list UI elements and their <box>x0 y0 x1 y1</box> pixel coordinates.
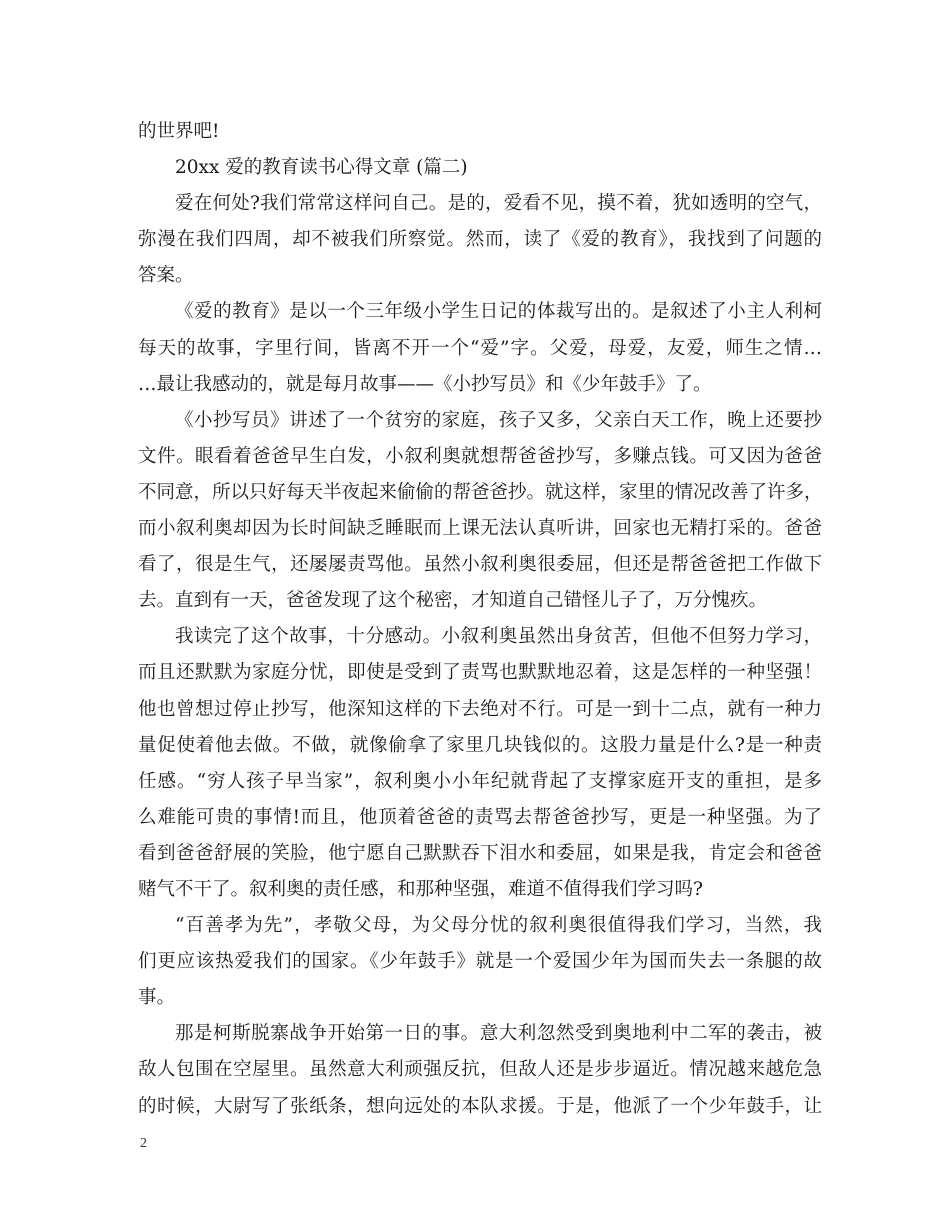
page-number: 2 <box>140 1136 147 1151</box>
text-line: 么难能可贵的事情!而且，他顶着爸爸的责骂去帮爸爸抄写，更是一种坚强。为了 <box>138 806 822 828</box>
text-line: 事。 <box>138 987 176 1009</box>
text-line: 看了，很是生气，还屡屡责骂他。虽然小叙利奥很委屈，但还是帮爸爸把工作做下 <box>138 554 822 576</box>
text-line: 赌气不干了。叙利奥的责任感，和那种坚强，难道不值得我们学习吗? <box>138 878 703 900</box>
text-line: 而且还默默为家庭分忧，即使是受到了责骂也默默地忍着，这是怎样的一种坚强！ <box>138 662 822 684</box>
document-body <box>138 114 822 1125</box>
text-line: 《爱的教育》是以一个三年级小学生日记的体裁写出的。是叙述了小主人利柯 <box>175 301 822 323</box>
text-line: 答案。 <box>138 265 194 287</box>
text-line: 量促使着他去做。不做，就像偷拿了家里几块钱似的。这股力量是什么?是一种责 <box>138 734 822 756</box>
text-line: 弥漫在我们四周，却不被我们所察觉。然而，读了《爱的教育》，我找到了问题的 <box>138 229 822 251</box>
text-line: 《小抄写员》讲述了一个贫穷的家庭，孩子又多，父亲白天工作，晚上还要抄 <box>175 409 822 431</box>
text-line: 而小叙利奥却因为长时间缺乏睡眠而上课无法认真听讲，回家也无精打采的。爸爸 <box>138 518 822 540</box>
text-line: 去。直到有一天，爸爸发现了这个秘密，才知道自己错怪儿子了，万分愧疚。 <box>138 590 768 612</box>
text-line: 他也曾想过停止抄写，他深知这样的下去绝对不行。可是一到十二点，就有一种力 <box>138 698 822 720</box>
text-line: 20xx 爱的教育读书心得文章 (篇二) <box>175 157 468 179</box>
text-line: 文件。眼看着爸爸早生白发，小叙利奥就想帮爸爸抄写，多赚点钱。可又因为爸爸 <box>138 445 822 467</box>
text-line: 看到爸爸舒展的笑脸，他宁愿自己默默吞下泪水和委屈，如果是我，肯定会和爸爸 <box>138 842 822 864</box>
text-line: 我读完了这个故事，十分感动。小叙利奥虽然出身贫苦，但他不但努力学习， <box>175 626 822 648</box>
text-line: 的时候，大尉写了张纸条，想向远处的本队求援。于是，他派了一个少年鼓手，让 <box>138 1095 822 1117</box>
text-line: 任感。“穷人孩子早当家”，叙利奥小小年纪就背起了支撑家庭开支的重担，是多 <box>138 770 822 792</box>
text-line: 不同意，所以只好每天半夜起来偷偷的帮爸爸抄。就这样，家里的情况改善了许多， <box>138 481 823 503</box>
text-line: “百善孝为先”，孝敬父母，为父母分忧的叙利奥很值得我们学习，当然，我 <box>175 915 822 937</box>
text-line: 的世界吧! <box>138 121 220 142</box>
text-line: …最让我感动的，就是每月故事——《小抄写员》和《少年鼓手》了。 <box>138 373 712 395</box>
text-line: 每天的故事，字里行间，皆离不开一个“爱”字。父爱，母爱，友爱，师生之情… <box>138 337 822 359</box>
text-line: 们更应该热爱我们的国家。《少年鼓手》就是一个爱国少年为国而失去一条腿的故 <box>138 951 822 973</box>
text-line: 那是柯斯脱寨战争开始第一日的事。意大利忽然受到奥地利中二军的袭击，被 <box>175 1023 822 1045</box>
text-line: 爱在何处?我们常常这样问自己。是的，爱看不见，摸不着，犹如透明的空气， <box>175 193 822 215</box>
text-line: 敌人包围在空屋里。虽然意大利顽强反抗，但敌人还是步步逼近。情况越来越危急 <box>138 1059 822 1081</box>
